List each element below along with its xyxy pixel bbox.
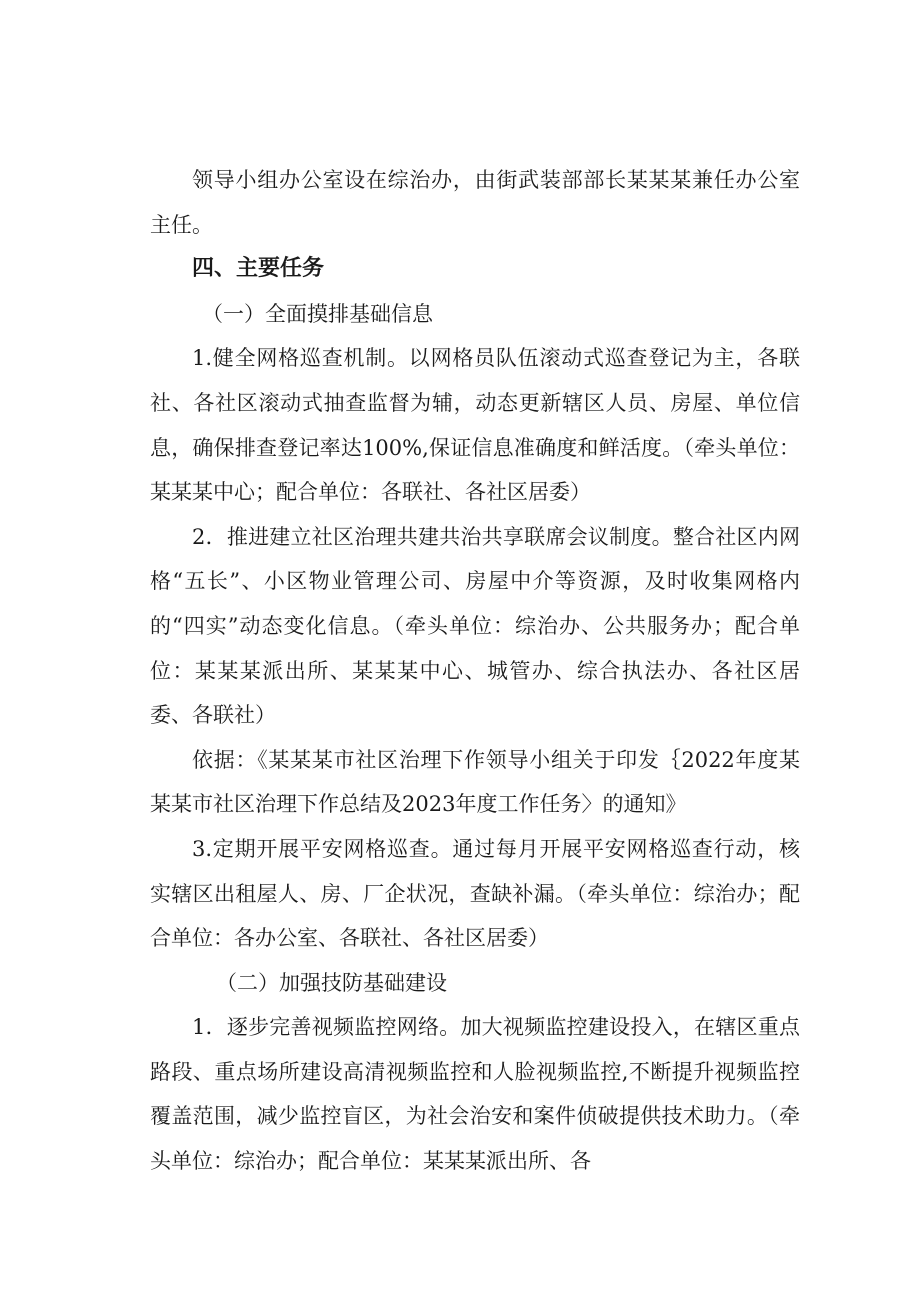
paragraph-basis: 依据：《某某某市社区治理下作领导小组关于印发｛2022年度某某某市社区治理下作总结及2023年度工作任务〉的通知》: [150, 747, 800, 817]
paragraph-office-setup: 领导小组办公室设在综治办，由街武装部部长某某某兼任办公室主任。: [150, 168, 800, 237]
paragraph-item-1-3: 3.定期开展平安网格巡查。通过每月开展平安网格巡查行动，核实辖区出租屋人、房、厂企状况，查缺补漏。（牵头单位：综治办；配合单位：各办公室、各联社、各社区居委）: [150, 836, 800, 951]
paragraph-item-1-1: 1.健全网格巡查机制。以网格员队伍滚动式巡查登记为主，各联社、各社区滚动式抽查监督为辅，动态更新辖区人员、房屋、单位信息，确保排查登记率达100%,保证信息准确度和鲜活度。（牵头单位：某某某中心；配合单位：各联社、各社区居委）: [150, 346, 800, 505]
paragraph-item-2-1: 1．逐步完善视频监控网络。加大视频监控建设投入，在辖区重点路段、重点场所建设高清视频监控和人脸视频监控,不断提升视频监控覆盖范围，减少监控盲区，为社会治安和案件侦破提供技术助力。（牵头单位：综治办；配合单位：某某某派出所、各: [150, 1015, 800, 1174]
paragraph-item-1-2: 2．推进建立社区治理共建共治共享联席会议制度。整合社区内网格“五长”、小区物业管理公司、房屋中介等资源，及时收集网格内的“四实”动态变化信息。（牵头单位：综治办、公共服务办；配合单位：某某某派出所、某某某中心、城管办、综合执法办、各社区居委、各联社）: [150, 524, 800, 728]
document-body: [150, 158, 800, 1184]
subsection-heading-1: （一）全面摸排基础信息: [202, 301, 433, 326]
section-heading-main-tasks: 四、主要任务: [192, 256, 325, 282]
subsection-heading-2: （二）加强技防基础建设: [216, 970, 447, 995]
